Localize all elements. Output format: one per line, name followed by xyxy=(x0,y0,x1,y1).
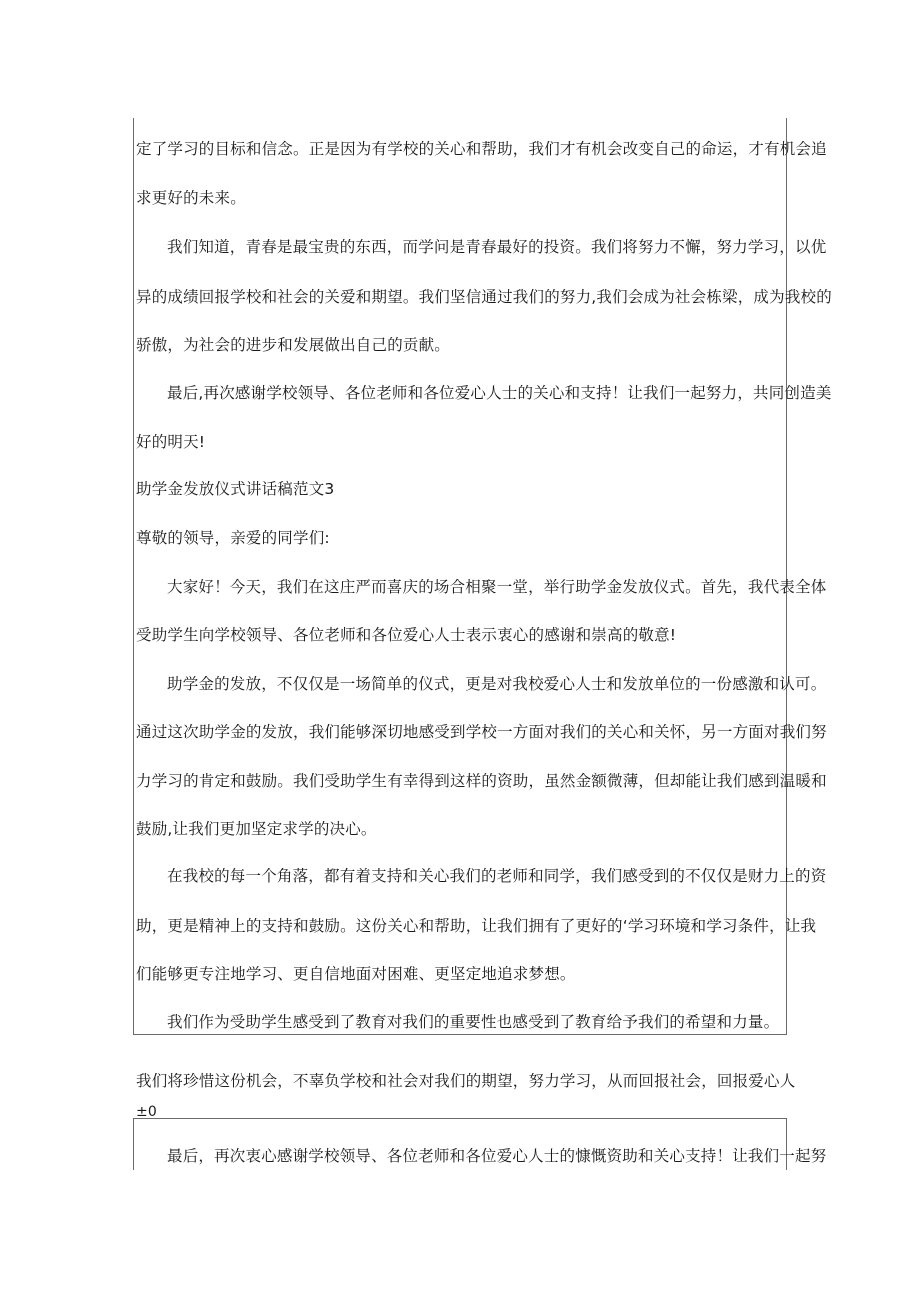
paragraph-line: 在我校的每一个角落，都有着支持和关心我们的老师和同学，我们感受到的不仅仅是财力上的资 xyxy=(167,867,827,885)
paragraph-line: 助学金的发放，不仅仅是一场简单的仪式，更是对我校爱心人士和发放单位的一份感激和认可。 xyxy=(167,675,827,693)
paragraph-line: 骄傲，为社会的进步和发展做出自己的贡献。 xyxy=(136,336,451,354)
paragraph-line: 好的明天! xyxy=(136,433,206,451)
frame2-left-border xyxy=(133,1118,134,1170)
paragraph-line: 大家好！今天，我们在这庄严而喜庆的场合相聚一堂，举行助学金发放仪式。首先，我代表全体 xyxy=(167,578,827,596)
paragraph-line: 我们知道，青春是最宝贵的东西，而学问是青春最好的投资。我们将努力不懈，努力学习，以优 xyxy=(167,238,827,256)
paragraph-line: 定了学习的目标和信念。正是因为有学校的关心和帮助，我们才有机会改变自己的命运，才有机会追 xyxy=(136,140,827,158)
paragraph-line: 通过这次助学金的发放，我们能够深切地感受到学校一方面对我们的关心和关怀，另一方面对我们努 xyxy=(136,723,827,741)
frame-left-border xyxy=(133,118,134,1035)
paragraph-line: 助，更是精神上的支持和鼓励。这份关心和帮助，让我们拥有了更好的‘学习环境和学习条件，让我 xyxy=(136,917,817,935)
salutation: 尊敬的领导，亲爱的同学们: xyxy=(136,529,330,547)
paragraph-line: ±0 xyxy=(136,1104,158,1120)
paragraph-line: 最后,再次感谢学校领导、各位老师和各位爱心人士的关心和支持！让我们一起努力，共同创造美 xyxy=(167,384,832,402)
paragraph-line: 我们将珍惜这份机会，不辜负学校和社会对我们的期望，努力学习，从而回报社会，回报爱心人 xyxy=(136,1072,796,1090)
paragraph-line: 鼓励,让我们更加坚定求学的决心。 xyxy=(136,820,377,838)
paragraph-line: 们能够更专注地学习、更自信地面对困难、更坚定地追求梦想。 xyxy=(136,965,576,983)
paragraph-line: 力学习的肯定和鼓励。我们受助学生有幸得到这样的资助，虽然金额微薄，但却能让我们感到温暖和 xyxy=(136,772,827,790)
paragraph-line: 最后，再次衷心感谢学校领导、各位老师和各位爱心人士的慷慨资助和关心支持！让我们一起努 xyxy=(167,1147,827,1165)
frame2-top-border xyxy=(133,1118,787,1119)
paragraph-line: 异的成绩回报学校和社会的关爱和期望。我们坚信通过我们的努力,我们会成为社会栋梁，成为我校的 xyxy=(136,288,832,306)
section-title: 助学金发放仪式讲话稿范文3 xyxy=(136,480,335,498)
paragraph-line: 我们作为受助学生感受到了教育对我们的重要性也感受到了教育给予我们的希望和力量。 xyxy=(167,1013,780,1031)
paragraph-line: 受助学生向学校领导、各位老师和各位爱心人士表示衷心的感谢和崇高的敬意! xyxy=(136,626,677,644)
paragraph-line: 求更好的未来。 xyxy=(136,189,246,207)
frame-bottom-border xyxy=(133,1034,787,1035)
